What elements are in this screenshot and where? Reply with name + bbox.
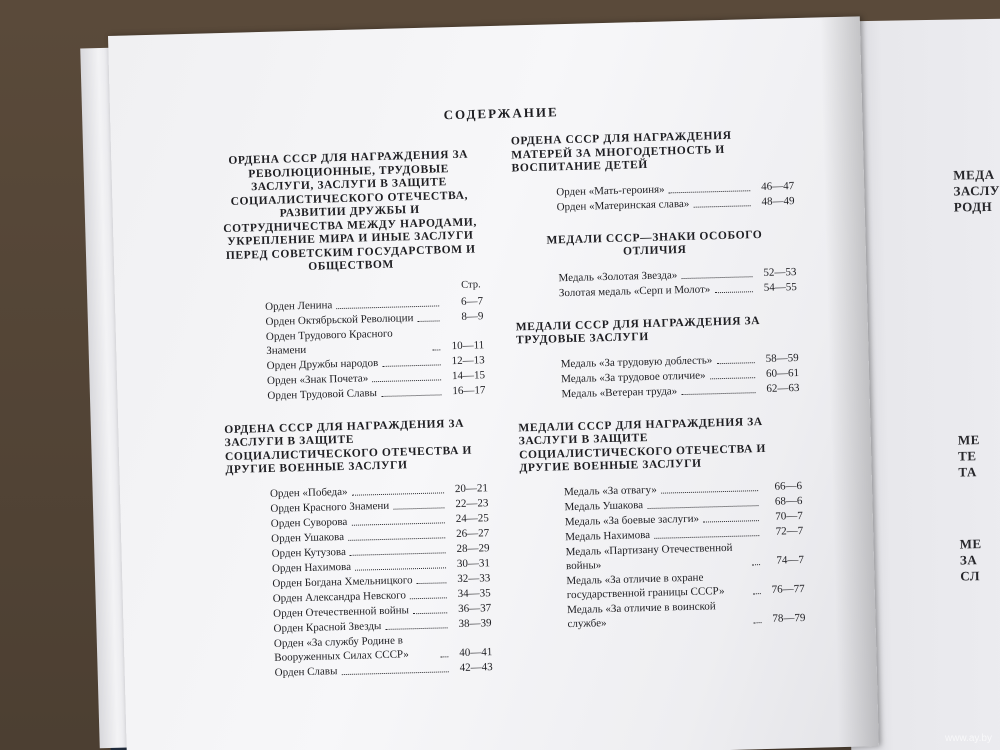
toc-entry-title: Медаль «Партизану Отечественной войны» bbox=[565, 541, 733, 572]
toc-entry-pages: 28—29 bbox=[456, 541, 490, 555]
toc-entry bbox=[266, 324, 485, 358]
section-heading: ОРДЕНА СССР ДЛЯ НАГРАЖДЕНИЯ ЗА ЗАСЛУГИ В ЗАЩИТЕ СОЦИАЛИСТИЧЕСКОГО ОТЕЧЕСТВА И ДРУГИЕ ВОЕННЫЕ ЗАСЛУГИ bbox=[224, 417, 473, 477]
toc-entry-pages: 52—53 bbox=[763, 265, 797, 279]
dot-leader bbox=[703, 520, 759, 522]
dot-leader bbox=[681, 392, 755, 395]
dot-leader bbox=[372, 379, 441, 382]
toc-entry-title: Медаль Нахимова bbox=[565, 528, 651, 543]
toc-entry-title: Медаль «За отвагу» bbox=[563, 483, 657, 498]
dot-leader bbox=[754, 622, 762, 623]
toc-entry-title: Медаль «Ветеран труда» bbox=[561, 384, 678, 400]
dot-leader bbox=[440, 656, 448, 657]
toc-entry-title: Орден Славы bbox=[274, 664, 338, 679]
dot-leader bbox=[432, 349, 440, 350]
toc-entry-title: Орден Ленина bbox=[264, 298, 333, 313]
dot-leader bbox=[348, 537, 445, 541]
toc-entry-title: Медаль Ушакова bbox=[564, 498, 644, 513]
section-entries bbox=[512, 179, 795, 215]
toc-entry-pages: 68—6 bbox=[774, 494, 803, 508]
toc-entry-pages: 36—37 bbox=[457, 601, 492, 615]
facing-page-fragment: ЗАСЛУ bbox=[953, 182, 1000, 199]
toc-entry-pages: 74—7 bbox=[776, 553, 805, 567]
facing-page-fragment: МЕДА bbox=[953, 166, 995, 183]
dot-leader bbox=[716, 362, 754, 364]
toc-entry-pages: 14—15 bbox=[451, 368, 486, 382]
toc-entry-title: Орден «Знак Почета» bbox=[266, 371, 369, 387]
toc-entry-pages: 46—47 bbox=[761, 179, 795, 193]
toc-entry-pages: 48—49 bbox=[761, 194, 795, 208]
toc-entry-pages: 58—59 bbox=[765, 351, 799, 365]
dot-leader bbox=[647, 505, 758, 509]
left-column bbox=[217, 148, 493, 700]
toc-entry-pages: 66—6 bbox=[774, 479, 803, 493]
toc-entry-title: Медаль «За трудовую доблесть» bbox=[560, 353, 713, 370]
section-entries bbox=[514, 265, 797, 301]
toc-entry-title: Медаль «За отличие в охране государственной границы СССР» bbox=[566, 571, 725, 601]
toc-entry-pages: 78—79 bbox=[772, 611, 806, 625]
section-heading: ОРДЕНА СССР ДЛЯ НАГРАЖДЕНИЯ МАТЕРЕЙ ЗА МНОГОДЕТНОСТЬ И ВОСПИТАНИЕ ДЕТЕЙ bbox=[510, 129, 732, 175]
section-heading: ОРДЕНА СССР ДЛЯ НАГРАЖДЕНИЯ ЗА РЕВОЛЮЦИОННЫЕ, ТРУДОВЫЕ ЗАСЛУГИ, ЗАСЛУГИ В ЗАЩИТЕ СОЦИАЛИСТИЧЕСКОГО ОТЕЧЕСТВА, РАЗВИТИИ ДРУЖБЫ И СОТРУДНИЧЕСТВА МЕЖДУ НАРОДАМИ, УКРЕПЛЕНИЕ МИРА И ИНЫЕ ЗАСЛУГИ ПЕРЕД СОВЕТСКИМ ГОСУДАРСТВОМ И ОБЩЕСТВОМ bbox=[223, 148, 477, 273]
toc-entry-pages: 20—21 bbox=[454, 481, 489, 495]
dot-leader bbox=[381, 394, 441, 397]
toc-entry-title: Орден «Победа» bbox=[269, 485, 348, 500]
dot-leader bbox=[417, 582, 447, 584]
toc-entry-title: Орден Дружбы народов bbox=[266, 356, 379, 372]
toc-entry-title: Медаль «За трудовое отличие» bbox=[560, 368, 706, 385]
section-entries bbox=[226, 481, 493, 681]
section-entries bbox=[517, 351, 800, 402]
toc-entry-title: Орден Красной Звезды bbox=[273, 619, 382, 635]
dot-leader bbox=[669, 190, 751, 193]
toc-entry-title: Орден Кутузова bbox=[271, 545, 347, 560]
toc-entry-title: Орден Александра Невского bbox=[272, 588, 407, 605]
toc-entry-title: Медаль «Золотая Звезда» bbox=[558, 268, 678, 284]
section-entries bbox=[221, 294, 486, 404]
toc-entry-title: Золотая медаль «Серп и Молот» bbox=[558, 282, 711, 299]
facing-page-fragment: ТА bbox=[958, 464, 977, 480]
toc-entry-pages: 6—7 bbox=[460, 294, 484, 308]
section-heading: МЕДАЛИ СССР—ЗНАКИ ОСОБОГО ОТЛИЧИЯ bbox=[546, 228, 763, 258]
toc-entry-title: Орден Ушакова bbox=[271, 530, 345, 545]
facing-page-fragment: СЛ bbox=[960, 568, 981, 584]
facing-page-fragment: РОДН bbox=[953, 198, 993, 215]
toc-entry-pages: 40—41 bbox=[459, 645, 493, 659]
facing-page-fragment: ЗА bbox=[959, 552, 978, 568]
facing-page-fragment: МЕ bbox=[959, 536, 982, 552]
toc-entry-title: Орден Нахимова bbox=[271, 560, 352, 575]
dot-leader bbox=[410, 597, 447, 599]
dot-leader bbox=[336, 305, 439, 309]
dot-leader bbox=[681, 276, 752, 279]
facing-page-fragment: ТЕ bbox=[958, 448, 977, 464]
toc-entry-title: Орден «Материнская слава» bbox=[556, 197, 690, 213]
dot-leader bbox=[753, 593, 761, 594]
toc-entry-title: Орден Трудового Красного Знамени bbox=[265, 327, 393, 357]
page-column-label: Стр. bbox=[461, 278, 481, 291]
toc-entry bbox=[567, 596, 806, 630]
toc-entry-pages: 42—43 bbox=[459, 660, 493, 674]
toc-entry-title: Орден Богдана Хмельницкого bbox=[272, 573, 413, 590]
dot-leader bbox=[654, 535, 759, 539]
toc-entry-pages: 38—39 bbox=[458, 616, 492, 630]
toc-entry-pages: 70—7 bbox=[775, 509, 803, 523]
watermark: www.ay.by bbox=[944, 733, 992, 744]
section-heading: МЕДАЛИ СССР ДЛЯ НАГРАЖДЕНИЯ ЗА ТРУДОВЫЕ ЗАСЛУГИ bbox=[515, 314, 761, 347]
toc-entry bbox=[274, 631, 493, 665]
page-title: СОДЕРЖАНИЕ bbox=[443, 104, 559, 123]
toc-entry-pages: 54—55 bbox=[763, 280, 797, 294]
toc-entry-pages: 32—33 bbox=[457, 571, 491, 585]
toc-entry-pages: 34—35 bbox=[457, 586, 491, 600]
dot-leader bbox=[352, 492, 444, 495]
section-heading: МЕДАЛИ СССР ДЛЯ НАГРАЖДЕНИЯ ЗА ЗАСЛУГИ В ЗАЩИТЕ СОЦИАЛИСТИЧЕСКОГО ОТЕЧЕСТВА И ДРУГИЕ ВОЕННЫЕ ЗАСЛУГИ bbox=[518, 415, 767, 475]
dot-leader bbox=[714, 291, 752, 293]
toc-entry-pages: 10—11 bbox=[451, 338, 485, 352]
toc-entry-pages: 22—23 bbox=[455, 496, 489, 510]
dot-leader bbox=[393, 507, 444, 509]
toc-entry-title: Орден Отечественной войны bbox=[273, 603, 410, 620]
toc-entry-pages: 60—61 bbox=[765, 366, 800, 380]
toc-entry-pages: 24—25 bbox=[455, 511, 489, 525]
toc-entry-title: Орден «Мать-героиня» bbox=[556, 182, 665, 198]
dot-leader bbox=[417, 320, 439, 322]
toc-entry-title: Орден Октябрьской Революции bbox=[265, 311, 414, 328]
toc-entry-title: Орден Трудовой Славы bbox=[267, 386, 378, 402]
toc-entry-title: Орден «За службу Родине в Вооруженных Силах СССР» bbox=[273, 633, 409, 664]
toc-entry-pages: 26—27 bbox=[455, 526, 490, 540]
toc-entry-title: Медаль «За боевые заслуги» bbox=[564, 512, 700, 528]
section-entries bbox=[520, 478, 806, 631]
toc-entry-pages: 62—63 bbox=[766, 381, 800, 395]
dot-leader bbox=[355, 567, 446, 570]
dot-leader bbox=[710, 377, 756, 379]
dot-leader bbox=[661, 490, 758, 494]
dot-leader bbox=[752, 564, 760, 565]
dot-leader bbox=[382, 364, 440, 367]
toc-entry-title: Орден Красного Знамени bbox=[270, 499, 390, 515]
toc-entry-title: Орден Суворова bbox=[270, 515, 348, 530]
dot-leader bbox=[351, 522, 444, 525]
toc-entry-pages: 76—77 bbox=[771, 582, 805, 596]
toc-entry-pages: 30—31 bbox=[456, 556, 491, 570]
toc-entry-pages: 8—9 bbox=[461, 309, 484, 323]
dot-leader bbox=[413, 612, 447, 614]
dot-leader bbox=[341, 671, 448, 675]
right-column bbox=[511, 128, 806, 652]
contents-page bbox=[108, 16, 879, 750]
dot-leader bbox=[350, 552, 446, 556]
dot-leader bbox=[693, 205, 750, 207]
toc-entry-pages: 16—17 bbox=[452, 383, 486, 397]
toc-entry-title: Медаль «За отличие в воинской службе» bbox=[567, 599, 716, 630]
dot-leader bbox=[385, 627, 447, 630]
facing-page-fragment: МЕ bbox=[957, 432, 980, 448]
toc-entry-pages: 12—13 bbox=[451, 353, 485, 367]
toc-entry-pages: 72—7 bbox=[775, 524, 804, 538]
